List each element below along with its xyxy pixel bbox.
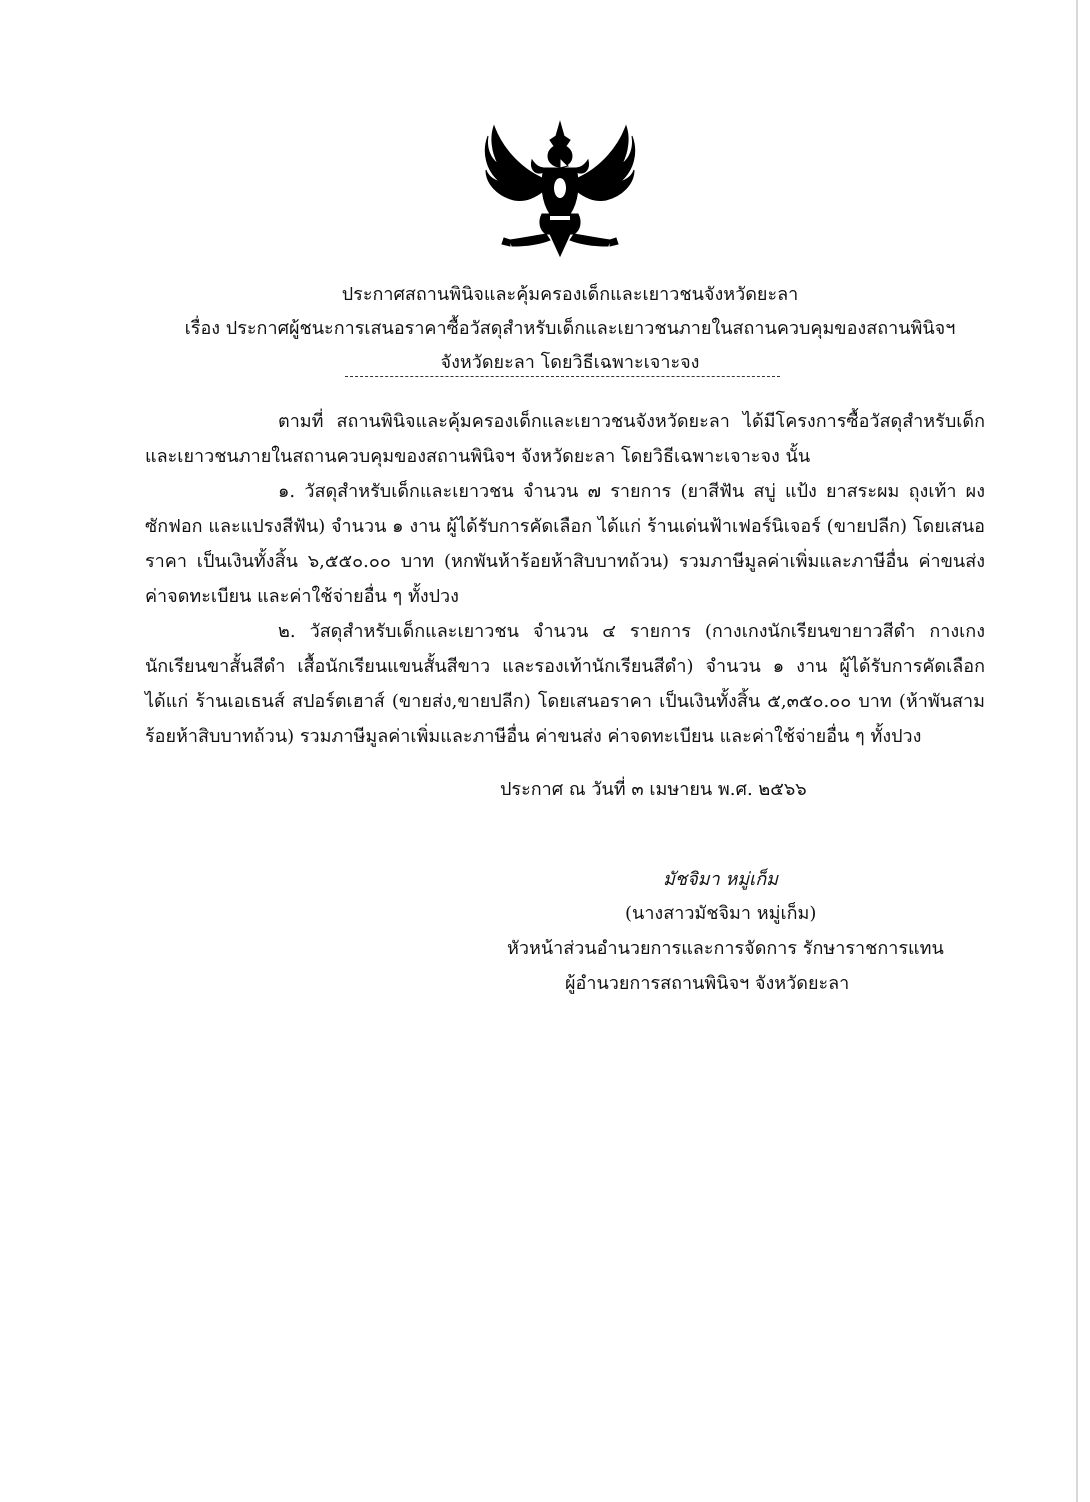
announcement-date: ประกาศ ณ วันที่ ๓ เมษายน พ.ศ. ๒๕๖๖	[500, 779, 807, 800]
signer-full-name: (นางสาวมัชจิมา หมู่เก็ม)	[625, 903, 817, 924]
intro-paragraph: ตามที่ สถานพินิจและคุ้มครองเด็กและเยาวชนจังหวัดยะลา ได้มีโครงการซื้อวัสดุสำหรับเด็กและเยาวชนภายในสถานควบคุมของสถานพินิจฯ จังหวัดยะลา โดยวิธีเฉพาะเจาะจง นั้น	[145, 411, 985, 467]
page-edge-divider	[1076, 0, 1078, 1502]
signature: มัชจิมา หมู่เก็ม	[663, 869, 778, 890]
item-1-paragraph: ๑. วัสดุสำหรับเด็กและเยาวชน จำนวน ๗ รายการ (ยาสีฟัน สบู่ แป้ง ยาสระผม ถุงเท้า ผงซักฟอก และแปรงสีฟัน) จำนวน ๑ งาน ผู้ได้รับการคัดเลือก ได้แก่ ร้านเด่นฟ้าเฟอร์นิเจอร์ (ขายปลีก) โดยเสนอราคา เป็นเงินทั้งสิ้น ๖,๕๕๐.๐๐ บาท (หกพันห้าร้อยห้าสิบบาทถ้วน) รวมภาษีมูลค่าเพิ่มและภาษีอื่น ค่าขนส่ง ค่าจดทะเบียน และค่าใช้จ่ายอื่น ๆ ทั้งปวง	[145, 481, 985, 607]
signer-position: หัวหน้าส่วนอำนวยการและการจัดการ รักษาราชการแทน	[507, 938, 944, 959]
header-subject: เรื่อง ประกาศผู้ชนะการเสนอราคาซื้อวัสดุสำหรับเด็กและเยาวชนภายในสถานควบคุมของสถานพินิจฯ	[184, 318, 956, 339]
item-2-paragraph: ๒. วัสดุสำหรับเด็กและเยาวชน จำนวน ๔ รายการ (กางเกงนักเรียนขายาวสีดำ กางเกงนักเรียนขาสั้นสีดำ เสื้อนักเรียนแขนสั้นสีขาว และรองเท้านักเรียนสีดำ) จำนวน ๑ งาน ผู้ได้รับการคัดเลือก ได้แก่ ร้านเอเธนส์ สปอร์ตเฮาส์ (ขายส่ง,ขายปลีก) โดยเสนอราคา เป็นเงินทั้งสิ้น ๕,๓๕๐.๐๐ บาท (ห้าพันสามร้อยห้าสิบบาทถ้วน) รวมภาษีมูลค่าเพิ่มและภาษีอื่น ค่าขนส่ง ค่าจดทะเบียน และค่าใช้จ่ายอื่น ๆ ทั้งปวง	[145, 621, 985, 747]
header-title: ประกาศสถานพินิจและคุ้มครองเด็กและเยาวชนจังหวัดยะลา	[341, 284, 799, 305]
signer-position-acting: ผู้อำนวยการสถานพินิจฯ จังหวัดยะลา	[565, 973, 850, 994]
document-header	[120, 278, 1020, 380]
garuda-emblem-icon	[480, 118, 640, 260]
document-body	[145, 404, 985, 754]
header-divider	[345, 376, 780, 377]
header-subject-cont: จังหวัดยะลา โดยวิธีเฉพาะเจาะจง	[440, 352, 700, 373]
